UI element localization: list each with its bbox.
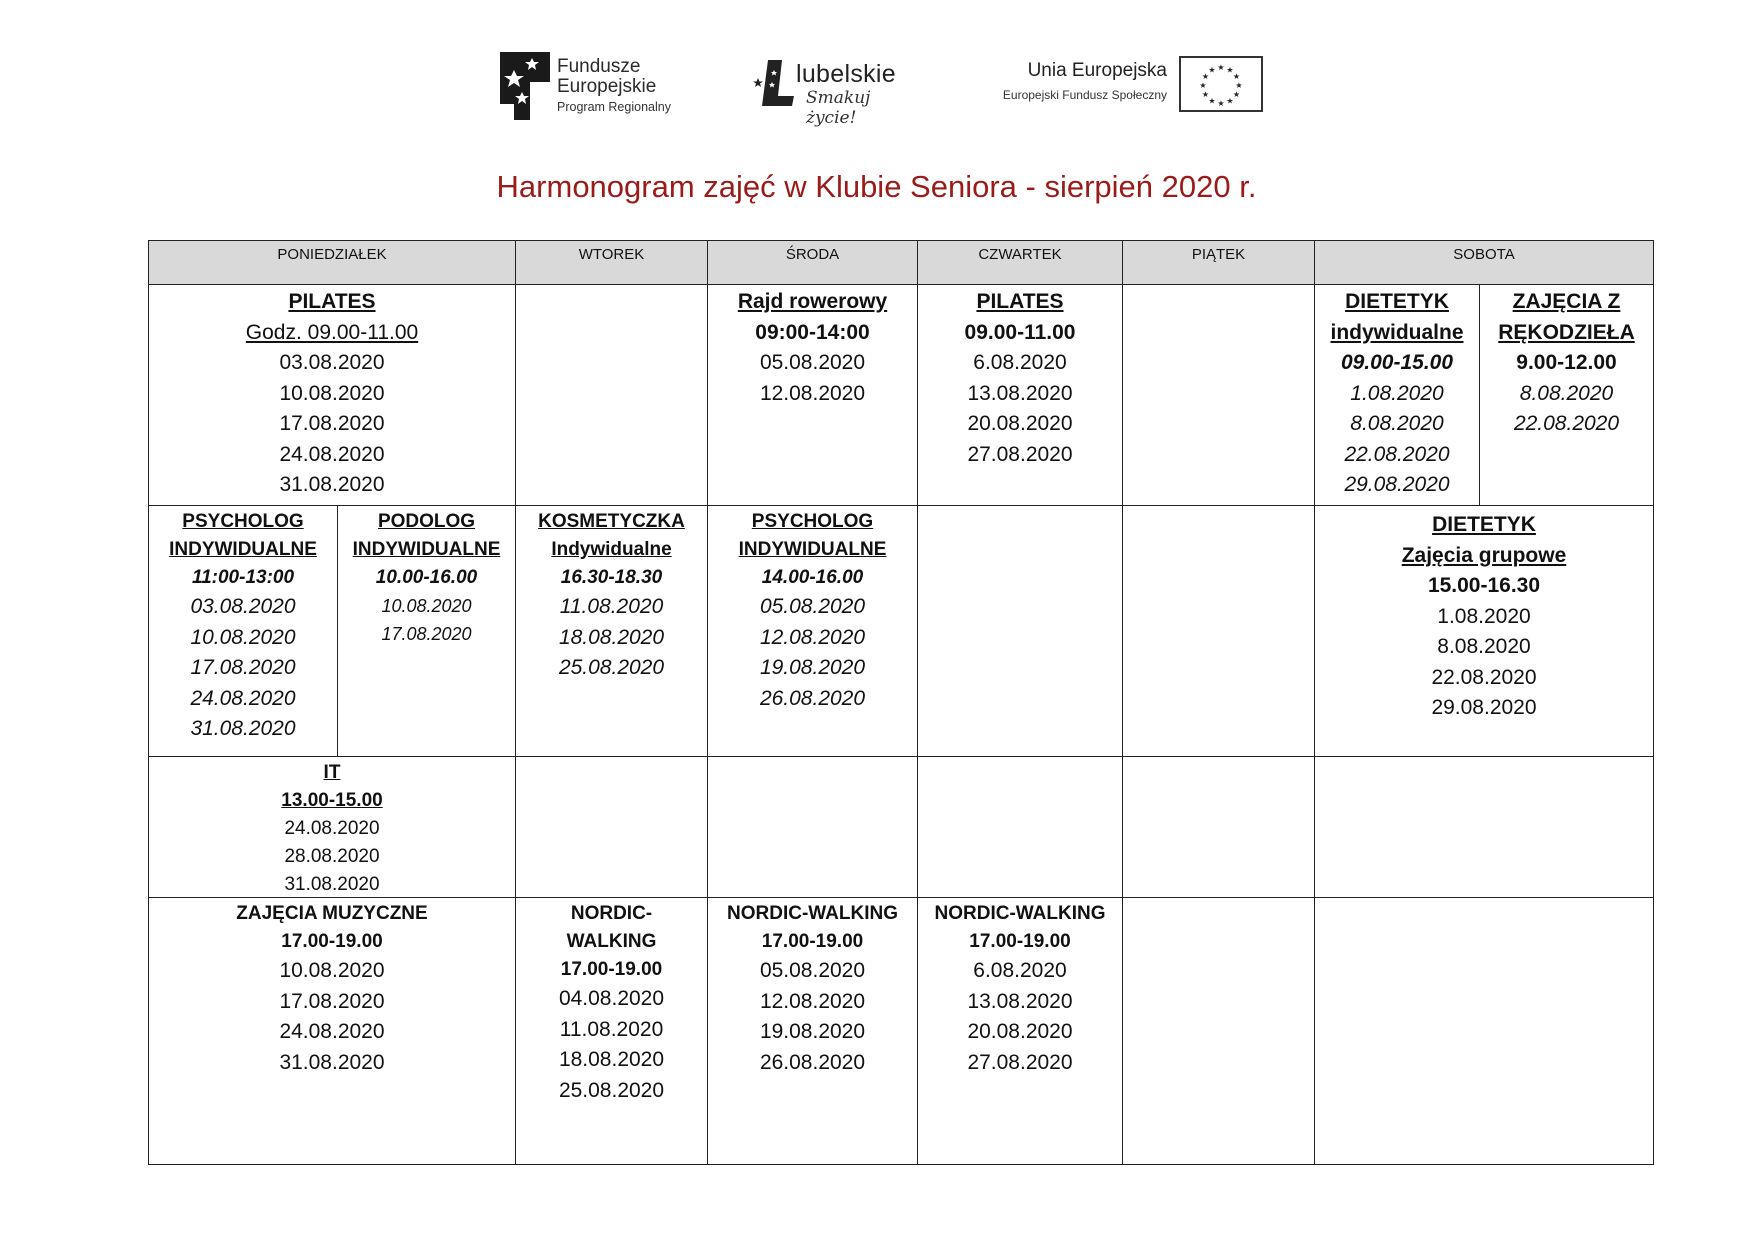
cell-nordic-thursday (917, 897, 1123, 1165)
activity-date: 05.08.2020 (759, 595, 866, 618)
activity-title: NORDIC-WALKING (934, 903, 1106, 924)
lubelskie-logo-slogan: Smakuj życie! (806, 88, 871, 128)
activity-date: 19.08.2020 (759, 656, 866, 679)
activity-date: 31.08.2020 (279, 1050, 385, 1074)
activity-date: 17.08.2020 (279, 412, 385, 435)
activity-hours: 17.00-19.00 (761, 931, 864, 952)
header-saturday: SOBOTA (1314, 240, 1654, 285)
header-wednesday: ŚRODA (707, 240, 918, 285)
unia-europejska-logo (975, 52, 1275, 114)
activity-date: 22.08.2020 (1344, 442, 1450, 466)
activity-date: 6.08.2020 (973, 959, 1067, 982)
activity-date: 31.08.2020 (284, 874, 380, 895)
activity-date: 20.08.2020 (967, 412, 1073, 435)
activity-hours: 11:00-13:00 (191, 567, 295, 588)
ue-logo-line1: Unia Europejska (1027, 60, 1167, 81)
activity-title: NORDIC- (570, 903, 653, 924)
activity-hours: 14.00-16.00 (761, 567, 864, 588)
activity-date: 31.08.2020 (279, 473, 385, 496)
activity-title: ZAJĘCIA Z (1512, 290, 1621, 313)
activity-date: 19.08.2020 (759, 1020, 866, 1043)
svg-text:★: ★ (1226, 65, 1234, 75)
svg-text:★: ★ (1201, 90, 1210, 99)
activity-date: 24.08.2020 (279, 442, 385, 466)
activity-hours: 17.00-19.00 (969, 931, 1071, 952)
activity-hours: 09:00-14:00 (755, 320, 870, 344)
activity-date: 17.08.2020 (190, 656, 296, 679)
activity-title: PSYCHOLOG (751, 511, 874, 532)
lubelskie-logo (748, 52, 918, 128)
activity-date: 6.08.2020 (973, 351, 1067, 374)
fundusze-europejskie-logo (500, 52, 690, 122)
activity-title: ZAJĘCIA MUZYCZNE (236, 903, 428, 924)
activity-date: 12.08.2020 (759, 381, 866, 405)
activity-date: 26.08.2020 (759, 1050, 866, 1074)
activity-subtitle: Zajęcia grupowe (1401, 543, 1567, 567)
svg-text:★: ★ (1217, 63, 1225, 72)
logo-bar (0, 52, 1753, 128)
activity-date: 8.08.2020 (1350, 412, 1444, 435)
svg-text:★: ★ (1226, 96, 1234, 106)
activity-title: Rajd rowerowy (737, 290, 888, 313)
activity-date: 28.08.2020 (284, 846, 380, 867)
activity-hours: 17.00-19.00 (560, 959, 663, 980)
activity-date: 22.08.2020 (1431, 665, 1537, 689)
cell-empty-tuesday-r3 (515, 756, 708, 898)
cell-rekodzielo-saturday (1479, 284, 1654, 506)
activity-date: 10.08.2020 (381, 596, 472, 616)
fe-logo-line3: Program Regionalny (557, 100, 671, 114)
activity-date: 18.08.2020 (558, 1048, 665, 1071)
activity-date: 22.08.2020 (1513, 412, 1620, 435)
cell-muzyczne-monday (148, 897, 516, 1165)
activity-date: 1.08.2020 (1437, 604, 1531, 628)
activity-hours: 09.00-11.00 (964, 320, 1076, 344)
activity-date: 29.08.2020 (1344, 473, 1450, 496)
cell-empty-thursday-r2 (917, 505, 1123, 757)
activity-date: 05.08.2020 (759, 351, 866, 374)
activity-date: 8.08.2020 (1519, 381, 1614, 405)
cell-empty-friday-r4 (1122, 897, 1315, 1165)
activity-hours: 9.00-12.00 (1516, 351, 1617, 374)
activity-date: 12.08.2020 (759, 989, 866, 1013)
activity-date: 24.08.2020 (284, 818, 380, 839)
activity-date: 13.08.2020 (967, 381, 1073, 405)
activity-date: 27.08.2020 (967, 442, 1073, 466)
activity-title: PSYCHOLOG (182, 511, 304, 532)
activity-title: KOSMETYCZKA (538, 511, 685, 532)
activity-subtitle: INDYWIDUALNE (352, 539, 501, 560)
svg-text:★: ★ (1235, 81, 1243, 90)
svg-text:★: ★ (1199, 81, 1207, 90)
ue-logo-line2: Europejski Fundusz Społeczny (1002, 88, 1167, 102)
activity-title: NORDIC-WALKING (727, 903, 898, 924)
activity-date: 24.08.2020 (190, 686, 296, 710)
cell-kosmetyczka-tuesday (515, 505, 708, 757)
activity-date: 05.08.2020 (759, 959, 866, 982)
activity-date: 26.08.2020 (759, 686, 866, 710)
cell-empty-wednesday-r3 (707, 756, 918, 898)
activity-date: 17.08.2020 (279, 989, 385, 1013)
activity-date: 18.08.2020 (558, 625, 665, 649)
svg-text:★: ★ (1232, 72, 1241, 81)
cell-empty-saturday-r4 (1314, 897, 1654, 1165)
header-monday: PONIEDZIAŁEK (148, 240, 516, 285)
activity-subtitle: indywidualne (1330, 320, 1464, 344)
activity-hours: 09.00-15.00 (1340, 351, 1454, 374)
activity-hours: 13.00-15.00 (281, 790, 383, 811)
activity-date: 04.08.2020 (558, 987, 665, 1010)
activity-date: 10.08.2020 (279, 381, 385, 405)
activity-title: RĘKODZIEŁA (1498, 320, 1635, 344)
lubelskie-l-emblem-icon (748, 56, 798, 108)
cell-rajd-wednesday (707, 284, 918, 506)
cell-it-monday (148, 756, 516, 898)
svg-text:★: ★ (1232, 90, 1241, 99)
activity-date: 27.08.2020 (967, 1050, 1073, 1074)
activity-date: 1.08.2020 (1350, 381, 1444, 405)
fe-logo-line2: Europejskie (557, 76, 657, 97)
cell-empty-tuesday-r1 (515, 284, 708, 506)
activity-title: IT (323, 762, 341, 783)
activity-hours: 15.00-16.30 (1427, 574, 1541, 597)
activity-date: 24.08.2020 (279, 1020, 385, 1043)
activity-date: 10.08.2020 (190, 625, 296, 649)
activity-hours: 16.30-18.30 (560, 567, 663, 588)
activity-date: 25.08.2020 (558, 1078, 665, 1102)
activity-subtitle: INDYWIDUALNE (169, 539, 317, 560)
svg-text:★: ★ (1208, 96, 1216, 106)
activity-subtitle: Indywidualne (551, 539, 672, 560)
activity-title: PODOLOG (377, 511, 476, 532)
cell-empty-thursday-r3 (917, 756, 1123, 898)
svg-text:★: ★ (1208, 65, 1216, 75)
activity-subtitle: INDYWIDUALNE (738, 539, 887, 560)
activity-date: 8.08.2020 (1437, 635, 1531, 658)
fe-logo-line1: Fundusze (557, 56, 641, 77)
activity-date: 03.08.2020 (190, 595, 296, 618)
activity-date: 11.08.2020 (559, 1017, 664, 1041)
activity-title: WALKING (566, 931, 657, 952)
page-title: Harmonogram zajęć w Klubie Seniora - sierpień 2020 r. (496, 169, 1257, 204)
activity-hours: 10.00-16.00 (375, 567, 478, 588)
header-friday: PIĄTEK (1122, 240, 1315, 285)
cell-dietetyk-group-saturday (1314, 505, 1654, 757)
activity-hours: Godz. 09.00-11.00 (245, 320, 419, 344)
activity-date: 10.08.2020 (279, 959, 385, 982)
activity-date: 03.08.2020 (279, 351, 385, 374)
cell-dietetyk-individual-saturday (1314, 284, 1480, 506)
cell-empty-saturday-r3 (1314, 756, 1654, 898)
cell-empty-friday-r1 (1122, 284, 1315, 506)
cell-psycholog-wednesday (707, 505, 918, 757)
header-tuesday: WTOREK (515, 240, 708, 285)
activity-title: DIETETYK (1345, 290, 1449, 313)
activity-title: PILATES (288, 290, 376, 313)
cell-nordic-wednesday (707, 897, 918, 1165)
activity-date: 31.08.2020 (190, 717, 296, 740)
activity-date: 12.08.2020 (759, 625, 866, 649)
activity-date: 20.08.2020 (967, 1020, 1073, 1043)
activity-title: DIETETYK (1432, 513, 1536, 536)
cell-empty-friday-r3 (1122, 756, 1315, 898)
activity-date: 25.08.2020 (558, 656, 665, 679)
activity-date: 11.08.2020 (559, 595, 664, 618)
lubelskie-logo-name: lubelskie (796, 60, 896, 88)
cell-empty-friday-r2 (1122, 505, 1315, 757)
cell-nordic-tuesday (515, 897, 708, 1165)
svg-text:★: ★ (1217, 99, 1225, 108)
cell-podolog-monday (337, 505, 516, 757)
cell-pilates-monday (148, 284, 516, 506)
cell-psycholog-monday (148, 505, 338, 757)
fundusze-europejskie-emblem-icon (500, 52, 550, 120)
schedule-table (148, 240, 1654, 1165)
cell-pilates-thursday (917, 284, 1123, 506)
activity-date: 13.08.2020 (967, 989, 1073, 1013)
activity-hours: 17.00-19.00 (281, 931, 383, 952)
eu-flag-icon (1179, 56, 1263, 112)
activity-date: 29.08.2020 (1431, 696, 1537, 719)
header-thursday: CZWARTEK (917, 240, 1123, 285)
activity-title: PILATES (976, 290, 1064, 313)
activity-date: 17.08.2020 (381, 624, 472, 644)
svg-text:★: ★ (1201, 72, 1210, 81)
